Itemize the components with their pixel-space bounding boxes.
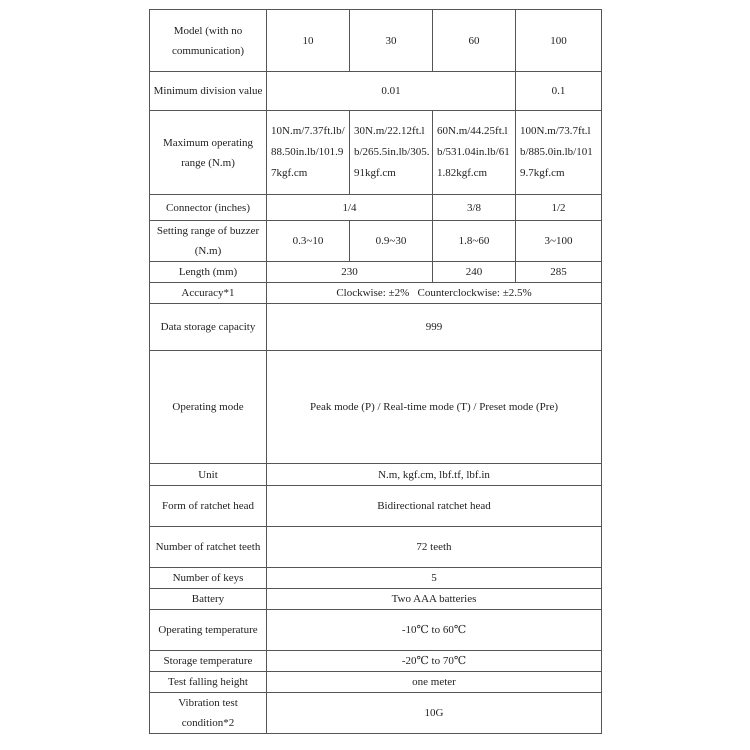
label-operating-temperature: Operating temperature xyxy=(150,610,267,651)
row-min-division xyxy=(150,72,602,111)
label-storage-temperature: Storage temperature xyxy=(150,651,267,672)
label-connector: Connector (inches) xyxy=(150,195,267,221)
ratchet-head-value: Bidirectional ratchet head xyxy=(267,486,602,527)
connector-60: 3/8 xyxy=(433,195,516,221)
label-operating-mode: Operating mode xyxy=(150,351,267,464)
row-max-operating xyxy=(150,111,602,195)
row-connector xyxy=(150,195,602,221)
buzzer-60: 1.8~60 xyxy=(433,221,516,262)
row-falling-height xyxy=(150,672,602,693)
row-data-storage xyxy=(150,304,602,351)
max-operating-100: 100N.m/73.7ft.lb/885.0in.lb/1019.7kgf.cm xyxy=(516,111,602,195)
min-division-100: 0.1 xyxy=(516,72,602,111)
label-length: Length (mm) xyxy=(150,262,267,283)
max-operating-10: 10N.m/7.37ft.lb/88.50in.lb/101.97kgf.cm xyxy=(267,111,350,195)
label-data-storage: Data storage capacity xyxy=(150,304,267,351)
label-buzzer: Setting range of buzzer (N.m) xyxy=(150,221,267,262)
row-ratchet-teeth xyxy=(150,527,602,568)
row-operating-temperature xyxy=(150,610,602,651)
row-accuracy xyxy=(150,283,602,304)
row-length xyxy=(150,262,602,283)
unit-value: N.m, kgf.cm, lbf.tf, lbf.in xyxy=(267,464,602,486)
model-60: 60 xyxy=(433,10,516,72)
spec-table xyxy=(149,9,602,734)
falling-height-value: one meter xyxy=(267,672,602,693)
length-60: 240 xyxy=(433,262,516,283)
buzzer-100: 3~100 xyxy=(516,221,602,262)
label-battery: Battery xyxy=(150,589,267,610)
data-storage-value: 999 xyxy=(267,304,602,351)
row-model xyxy=(150,10,602,72)
accuracy-value: Clockwise: ±2% Counterclockwise: ±2.5% xyxy=(267,283,602,304)
row-battery xyxy=(150,589,602,610)
row-keys xyxy=(150,568,602,589)
row-operating-mode xyxy=(150,351,602,464)
row-buzzer xyxy=(150,221,602,262)
model-10: 10 xyxy=(267,10,350,72)
keys-value: 5 xyxy=(267,568,602,589)
row-ratchet-head xyxy=(150,486,602,527)
label-min-division: Minimum division value xyxy=(150,72,267,111)
length-100: 285 xyxy=(516,262,602,283)
label-falling-height: Test falling height xyxy=(150,672,267,693)
connector-small: 1/4 xyxy=(267,195,433,221)
buzzer-10: 0.3~10 xyxy=(267,221,350,262)
length-small: 230 xyxy=(267,262,433,283)
vibration-value: 10G xyxy=(267,693,602,734)
ratchet-teeth-value: 72 teeth xyxy=(267,527,602,568)
row-storage-temperature xyxy=(150,651,602,672)
max-operating-30: 30N.m/22.12ft.lb/265.5in.lb/305.91kgf.cm xyxy=(350,111,433,195)
min-division-small: 0.01 xyxy=(267,72,516,111)
battery-value: Two AAA batteries xyxy=(267,589,602,610)
connector-100: 1/2 xyxy=(516,195,602,221)
storage-temperature-value: -20℃ to 70℃ xyxy=(267,651,602,672)
max-operating-60: 60N.m/44.25ft.lb/531.04in.lb/611.82kgf.cm xyxy=(433,111,516,195)
row-vibration xyxy=(150,693,602,734)
label-ratchet-head: Form of ratchet head xyxy=(150,486,267,527)
row-unit xyxy=(150,464,602,486)
model-30: 30 xyxy=(350,10,433,72)
label-model: Model (with no communication) xyxy=(150,10,267,72)
label-vibration: Vibration test condition*2 xyxy=(150,693,267,734)
operating-mode-value: Peak mode (P) / Real-time mode (T) / Preset mode (Pre) xyxy=(267,351,602,464)
label-accuracy: Accuracy*1 xyxy=(150,283,267,304)
label-ratchet-teeth: Number of ratchet teeth xyxy=(150,527,267,568)
label-unit: Unit xyxy=(150,464,267,486)
label-max-operating: Maximum operating range (N.m) xyxy=(150,111,267,195)
buzzer-30: 0.9~30 xyxy=(350,221,433,262)
operating-temperature-value: -10℃ to 60℃ xyxy=(267,610,602,651)
label-keys: Number of keys xyxy=(150,568,267,589)
model-100: 100 xyxy=(516,10,602,72)
